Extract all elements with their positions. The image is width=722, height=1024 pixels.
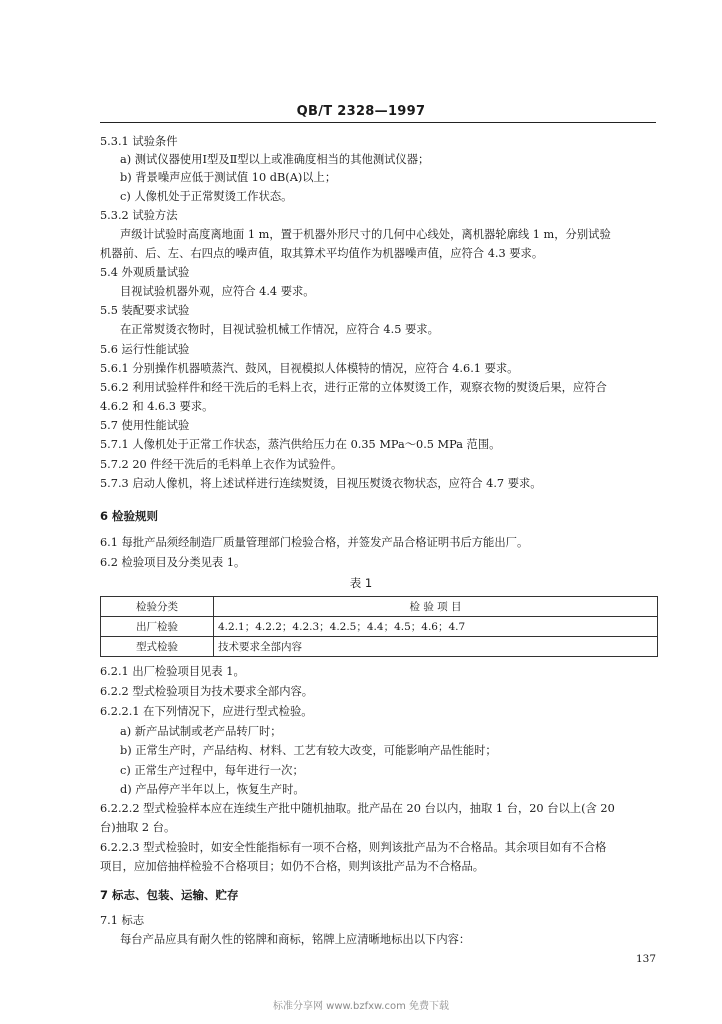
paragraph-line: 在正常熨烫衣物时，目视试验机械工作情况，应符合 4.5 要求。 [120, 323, 439, 336]
paragraph-line: 6.2.2.2 型式检验样本应在连续生产批中随机抽取。批产品在 20 台以内，抽取 1 台，20 台以上(含 20 [100, 802, 615, 815]
paragraph-line: 6.2 检验项目及分类见表 1。 [100, 556, 246, 569]
paragraph-line: 5.6.1 分别操作机器喷蒸汽、鼓风，目视模拟人体模特的情况，应符合 4.6.1 要求。 [100, 362, 519, 375]
paragraph-line: 6.1 每批产品须经制造厂质量管理部门检验合格，并签发产品合格证明书后方能出厂。 [100, 536, 529, 549]
paragraph-line: 5.7.3 启动人像机，将上述试样进行连续熨烫，目视压熨烫衣物状态，应符合 4.7 要求。 [100, 477, 542, 490]
chapter-heading: 7 标志、包装、运输、贮存 [100, 888, 239, 902]
paragraph-line: 6.2.1 出厂检验项目见表 1。 [100, 665, 245, 678]
header-rule [100, 122, 656, 123]
paragraph-line: 项目，应加倍抽样检验不合格项目；如仍不合格，则判该批产品为不合格品。 [100, 860, 485, 873]
standard-code: QB/T 2328—1997 [296, 104, 426, 119]
section-heading: 5.3.2 试验方法 [100, 209, 178, 222]
list-item: b) 背景噪声应低于测试值 10 dB(A)以上； [120, 171, 337, 184]
table-header-cell: 检 验 项 目 [214, 597, 658, 617]
list-item: d) 产品停产半年以上，恢复生产时。 [120, 783, 305, 796]
table-row [101, 617, 658, 637]
table-caption: 表 1 [349, 576, 373, 590]
table-header-row [101, 597, 658, 617]
inspection-table [100, 596, 658, 657]
section-heading: 5.3.1 试验条件 [100, 135, 178, 148]
paragraph-line: 6.2.2.3 型式检验时，如安全性能指标有一项不合格，则判该批产品为不合格品。其余项目如有不合格 [100, 841, 607, 854]
paragraph-line: 5.7.2 20 件经干洗后的毛料单上衣作为试验件。 [100, 458, 343, 471]
paragraph-line: 4.6.2 和 4.6.3 要求。 [100, 400, 214, 413]
section-heading: 5.5 装配要求试验 [100, 304, 190, 317]
list-item: a) 测试仪器使用Ⅰ型及Ⅱ型以上或准确度相当的其他测试仪器； [120, 153, 430, 166]
list-item: b) 正常生产时，产品结构、材料、工艺有较大改变，可能影响产品性能时； [120, 744, 497, 757]
page-number: 137 [636, 953, 657, 965]
watermark-text: 标准分享网 www.bzfxw.com 免费下载 [273, 1001, 449, 1012]
paragraph-line: 台)抽取 2 台。 [100, 821, 176, 834]
table-row [101, 637, 658, 657]
list-item: c) 人像机处于正常熨烫工作状态。 [120, 190, 293, 203]
paragraph-line: 机器前、后、左、右四点的噪声值，取其算术平均值作为机器噪声值，应符合 4.3 要求。 [100, 247, 544, 260]
paragraph-line: 5.7.1 人像机处于正常工作状态，蒸汽供给压力在 0.35 MPa～0.5 MPa 范围。 [100, 438, 501, 451]
table-cell: 出厂检验 [101, 617, 214, 637]
section-heading: 5.6 运行性能试验 [100, 343, 190, 356]
paragraph-line: 目视试验机器外观，应符合 4.4 要求。 [120, 285, 315, 298]
table-cell: 型式检验 [101, 637, 214, 657]
paragraph-line: 声级计试验时高度离地面 1 m，置于机器外形尺寸的几何中心线处，离机器轮廓线 1 m，分别试验 [120, 228, 611, 241]
section-heading: 5.7 使用性能试验 [100, 419, 190, 432]
chapter-heading: 6 检验规则 [100, 509, 159, 523]
paragraph-line: 5.6.2 利用试验样件和经干洗后的毛料上衣，进行正常的立体熨烫工作，观察衣物的熨烫后果，应符合 [100, 381, 607, 394]
paragraph-line: 6.2.2.1 在下列情况下，应进行型式检验。 [100, 705, 313, 718]
list-item: c) 正常生产过程中，每年进行一次； [120, 764, 304, 777]
section-heading: 7.1 标志 [100, 914, 145, 927]
paragraph-line: 6.2.2 型式检验项目为技术要求全部内容。 [100, 685, 314, 698]
table-header-cell: 检验分类 [101, 597, 214, 617]
list-item: a) 新产品试制或老产品转厂时； [120, 725, 282, 738]
paragraph-line: 每台产品应具有耐久性的铭牌和商标，铭牌上应清晰地标出以下内容： [120, 933, 471, 946]
section-heading: 5.4 外观质量试验 [100, 266, 190, 279]
table-cell: 技术要求全部内容 [214, 637, 658, 657]
table-cell: 4.2.1；4.2.2；4.2.3；4.2.5；4.4；4.5；4.6；4.7 [214, 617, 658, 637]
